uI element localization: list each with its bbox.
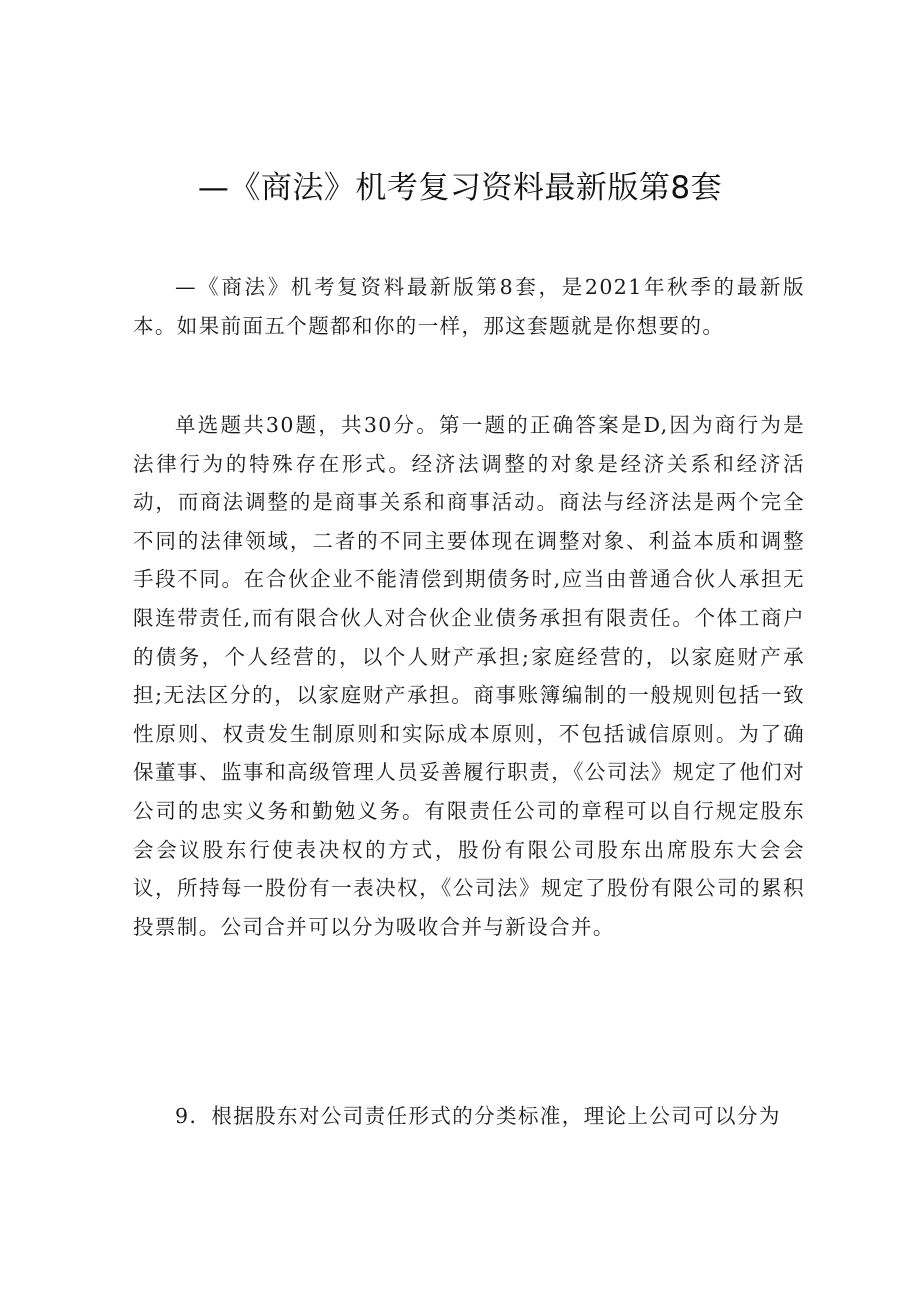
- question-9-paragraph: 9．根据股东对公司责任形式的分类标准，理论上公司可以分为: [175, 1104, 781, 1128]
- document-title: —《商法》机考复习资料最新版第8套: [197, 170, 723, 206]
- main-paragraph: 单选题共30题，共30分。第一题的正确答案是D,因为商行为是法律行为的特殊存在形式。经济法调整的对象是经济关系和经济活动，而商法调整的是商事关系和商事活动。商法与经济法是两个完全不同的法律领域，二者的不同主要体现在调整对象、利益本质和调整手段不同。在合伙企业不能清偿到期债务时,应当由普通合伙人承担无限连带责任,而有限合伙人对合伙企业债务承担有限责任。个体工商户的债务，个人经营的，以个人财产承担;家庭经营的，以家庭财产承担;无法区分的，以家庭财产承担。商事账簿编制的一般规则包括一致性原则、权责发生制原则和实际成本原则，不包括诚信原则。为了确保董事、监事和高级管理人员妥善履行职责，《公司法》规定了他们对公司的忠实义务和勤勉义务。有限责任公司的章程可以自行规定股东会会议股东行使表决权的方式，股份有限公司股东出席股东大会会议，所持每一股份有一表决权，《公司法》规定了股份有限公司的累积投票制。公司合并可以分为吸收合并与新设合并。: [133, 413, 805, 939]
- intro-paragraph: —《商法》机考复资料最新版第8套，是2021年秋季的最新版本。如果前面五个题都和你的一样，那这套题就是你想要的。: [133, 275, 805, 338]
